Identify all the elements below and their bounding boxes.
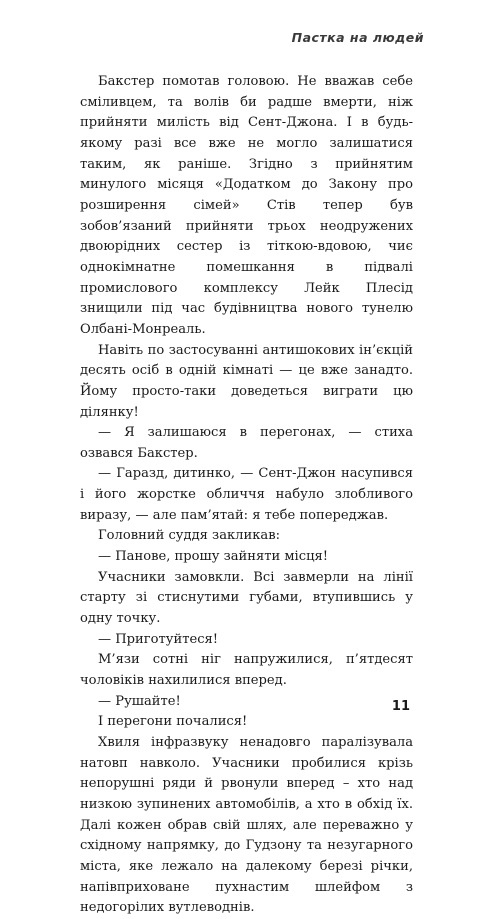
- paragraph: Навіть по застосуванні антишокових ін’єкцій десять осіб в одній кімнаті — це вже занадто. Йому просто-таки доведеться виграти цю ділянку!: [80, 342, 413, 420]
- paragraph: Учасники замовкли. Всі завмерли на лінії старту зі стиснутими губами, втупившись у одну точку.: [80, 569, 413, 627]
- page-number: 11: [391, 699, 410, 714]
- paragraph: — Я залишаюся в перегонах, — стиха озвався Бакстер.: [80, 425, 413, 461]
- paragraph: — Рушайте!: [98, 693, 181, 709]
- paragraph: І перегони почалися!: [98, 714, 248, 730]
- body-text: [80, 72, 413, 919]
- paragraph: — Панове, прошу зайняти місця!: [98, 549, 329, 565]
- paragraph: — Гаразд, дитинко, — Сент-Джон насупився і його жорстке обличчя набуло злобливого виразу, — але пам’ятай: я тебе попереджав.: [80, 466, 413, 523]
- paragraph: М’язи сотні ніг напружилися, п’ятдесят чоловіків нахилилися вперед.: [80, 652, 413, 689]
- paragraph: Бакстер помотав головою. Не вважав себе сміливцем, та волів би радше вмерти, ніж прийняти милість від Сент-Джона. І в будь-якому разі все вже не могло залишатися таким, як раніше. Згідно з прийнятим минулого місяця «Додатком до Закону про розширення сімей» Стів тепер був зобов’язаний прийняти трьох неодружених двоюрідних сестер із тіткою-вдовою, чиє однокімнатне помешкання в підвалі промислового комплексу Лейк Плесід знищили під час будівництва нового тунелю Олбані-Монреаль.: [80, 74, 413, 337]
- paragraph: Хвиля інфразвуку ненадовго паралізувала натовп навколо. Учасники пробилися крізь непорушні ряди й рвонули вперед – хто над низкою зупинених автомобілів, а хто в обхід їх. Далі кожен обрав свій шлях, але переважно у східному напрямку, до Гудзону та незугарного міста, яке лежало на далекому березі річки, напівприховане пухнастим шлейфом з недогорілих вутлеводнів.: [80, 735, 413, 916]
- paragraph: Головний суддя закликав:: [98, 528, 281, 544]
- paragraph: — Приготуйтеся!: [98, 631, 219, 647]
- running-header: Пастка на людей: [291, 30, 424, 45]
